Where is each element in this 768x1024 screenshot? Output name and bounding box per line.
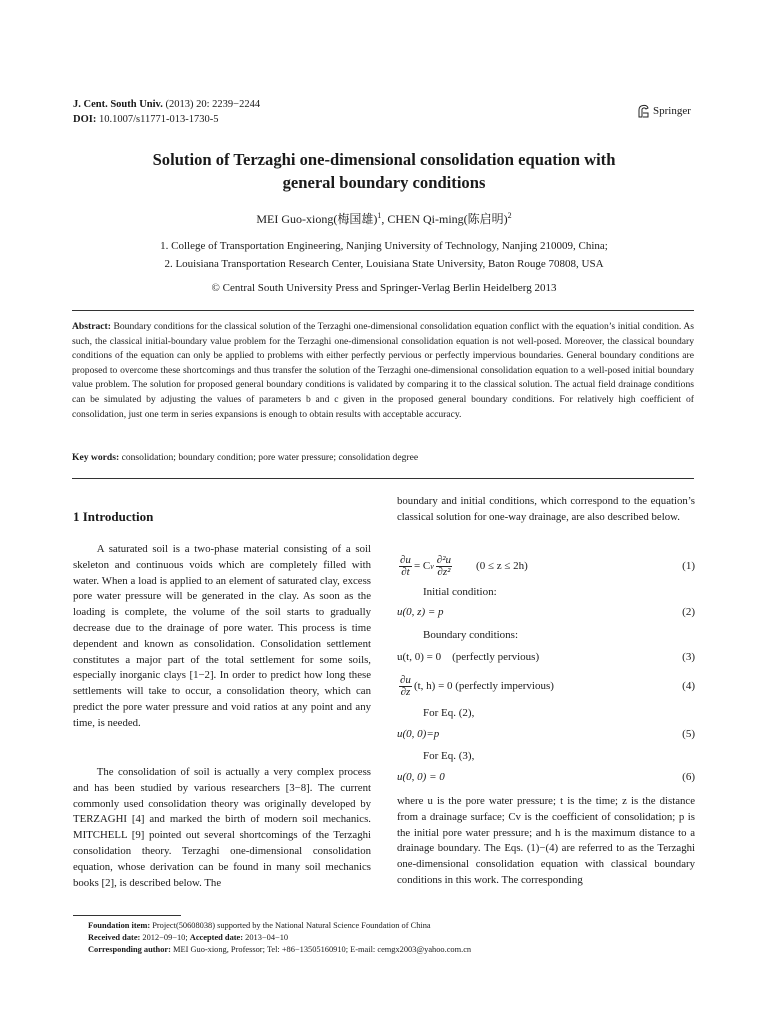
equation-1 <box>397 550 695 582</box>
initial-condition-label: Initial condition: <box>423 586 497 598</box>
eq4-number: (4) <box>682 680 695 692</box>
eq6-text: u(0, 0) = 0 <box>397 771 445 783</box>
title-line-2: general boundary conditions <box>282 173 486 192</box>
eq3-text: u(t, 0) = 0 (perfectly pervious) <box>397 651 540 663</box>
eq4-text: (t, h) = 0 (perfectly impervious) <box>413 680 554 692</box>
title-line-1: Solution of Terzaghi one-dimensional consolidation equation with <box>152 150 616 169</box>
intro-paragraph-1: A saturated soil is a two-phase material consisting of a soil skeleton and continuous voids which are completely filled with water. When a load is applied to an element of saturated clay, excess pore water pressure will be generated in the clay. As soon as the loading is complete, the volume of the soil starts to gradually decrease due to the drainage of pore water. This process is time dependent and known as consolidation. Consolidation settlement constitutes a major part of the total settlement for some soils, especially inorganic clays [1−2]. In order to predict how long these settlements will take to occur, a consolidation theory, which can predict the pore water pressure and void ratios at any point and any time, is needed. <box>73 543 371 729</box>
foundation-text: Project(50608038) supported by the National Natural Science Foundation of China <box>152 921 431 930</box>
du-dz-fraction: $\frac{\partial u}{\partial z}$ <box>400 673 411 698</box>
accepted-label: Accepted date: <box>189 933 244 942</box>
right-paragraph-1: boundary and initial conditions, which correspond to the equation’s classical solution for one-way drainage, are also described below. <box>397 495 695 523</box>
received-label: Received date: <box>88 933 141 942</box>
eq5-text: u(0, 0)=p <box>397 728 440 740</box>
equation-4 <box>397 672 695 700</box>
intro-paragraph-2: The consolidation of soil is actually a very complex process and has been studied by various researchers [3−8]. The current commonly used consolidation theory was originally developed by TERZAGHI [4] and marked the birth of modern soil mechanics. MITCHELL [9] pointed out several shortcomings of the Terzaghi consolidation theory. Terzaghi one-dimensional consolidation equation, whose derivation can be found in many soil mechanics books [2], is described below. The <box>73 766 371 889</box>
abstract-top-rule <box>72 310 694 311</box>
accepted-value: 2013−04−10 <box>245 933 289 942</box>
eq2-number: (2) <box>682 606 695 618</box>
eq1-number: (1) <box>682 560 695 572</box>
for-eq2-label: For Eq. (2), <box>423 707 475 719</box>
paper-title <box>60 148 708 194</box>
footnote-foundation <box>88 920 431 932</box>
copyright-line: © Central South University Press and Springer-Verlag Berlin Heidelberg 2013 <box>211 282 557 294</box>
author-separator: , <box>381 212 388 226</box>
eq6-number: (6) <box>682 771 695 783</box>
equation-2 <box>397 606 695 618</box>
equation-3 <box>397 651 695 663</box>
for-eq3-label: For Eq. (3), <box>423 750 475 762</box>
affiliation-1: 1. College of Transportation Engineering, Nanjing University of Technology, Nanjing 210009, China; <box>160 240 608 252</box>
corresponding-text: MEI Guo-xiong, Professor; Tel: +86−13505160910; E-mail: cemgx2003@yahoo.com.cn <box>173 945 472 954</box>
section-heading-introduction: 1 Introduction <box>73 509 154 524</box>
keywords-label: Key words: <box>72 452 120 463</box>
doi-value[interactable]: 10.1007/s11771-013-1730-5 <box>98 114 219 125</box>
keywords-text: consolidation; boundary condition; pore water pressure; consolidation degree <box>121 452 419 463</box>
eq1-coefficient: = C <box>413 560 431 572</box>
eq5-number: (5) <box>682 728 695 740</box>
affiliation-2: 2. Louisiana Transportation Research Center, Louisiana State University, Baton Rouge 70808, USA <box>164 258 604 270</box>
footnote-corresponding <box>88 944 471 956</box>
eq3-number: (3) <box>682 651 695 663</box>
equation-5 <box>397 728 695 740</box>
right-paragraph-2: where u is the pore water pressure; t is the time; z is the distance from a drainage surface; Cv is the coefficient of consolidation; p is the initial pore water pressure; and h is the maximum distance to a drainage boundary. The Eqs. (1)−(4) are referred to as the Terzaghi one-dimensional consolidation equation with classical boundary conditions in this work. The corresponding <box>397 795 695 886</box>
author-2-affil: 2 <box>507 211 512 220</box>
eq1-range: (0 ≤ z ≤ 2h) <box>476 560 528 572</box>
keywords-bottom-rule <box>72 478 694 479</box>
springer-horse-icon <box>637 104 650 118</box>
author-2: CHEN Qi-ming(陈启明) <box>387 212 508 226</box>
author-1-affil: 1 <box>377 211 382 220</box>
du-dt-fraction: $\frac{\partial u}{\partial t}$ <box>400 553 411 578</box>
journal-abbrev: J. Cent. South Univ. <box>73 99 163 110</box>
keywords <box>72 452 694 463</box>
abstract-label: Abstract: <box>72 321 111 332</box>
footnote-rule <box>73 915 181 916</box>
doi-label: DOI: <box>73 114 97 125</box>
author-1: MEI Guo-xiong(梅国雄) <box>256 212 378 226</box>
publisher-name: Springer <box>653 105 691 117</box>
abstract-text: Boundary conditions for the classical solution of the Terzaghi one-dimensional consolidation equation conflict with the equation’s initial condition. As such, the classical initial-boundary value problem for the Terzaghi one-dimensional consolidation equation is not well-posed. Moreover, the classical boundary conditions of the equation can only be applied to problems with either perfectly pervious or perfectly impervious boundaries. General boundary conditions are proposed to overcome these shortcomings and thus transfer the solution of the Terzaghi one-dimensional consolidation equation to a well-posed initial boundary value problem. The solution for proposed general boundary conditions is validated by comparing it to the classical solution. The actual field drainage conditions can be simulated by adjusting the values of parameters b and c given in the proposed general boundary conditions. For relatively high coefficient of consolidation, just one term in series expansions is enough to obtain results with acceptable accuracy. <box>72 321 694 420</box>
journal-volume: (2013) 20: 2239−2244 <box>165 99 261 110</box>
abstract <box>72 320 694 422</box>
eq1-coefficient-sub: v <box>430 561 434 571</box>
author-list <box>0 210 768 227</box>
publisher-logo <box>637 104 691 118</box>
corresponding-label: Corresponding author: <box>88 945 171 954</box>
equation-6 <box>397 771 695 783</box>
received-value: 2012−09−10; <box>142 933 188 942</box>
footnote-dates <box>88 932 288 944</box>
foundation-label: Foundation item: <box>88 921 151 930</box>
d2u-dz2-fraction: $\frac{\text{∂²u}}{\text{∂z²}}$ <box>436 553 452 578</box>
boundary-conditions-label: Boundary conditions: <box>423 629 519 641</box>
journal-citation <box>73 97 260 127</box>
eq2-text: u(0, z) = p <box>397 606 444 618</box>
